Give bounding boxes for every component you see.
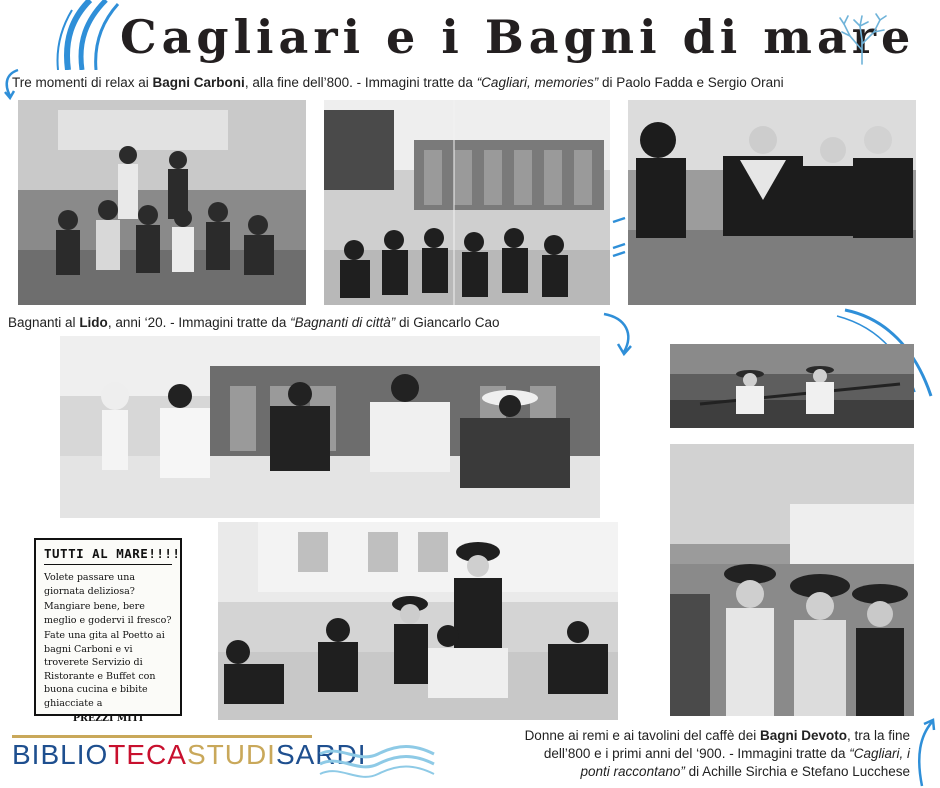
page-title: Cagliari e i Bagni di mare [120, 10, 916, 64]
advertisement-heading: TUTTI AL MARE!!!! [44, 546, 172, 565]
caption-bagni-carboni: Tre momenti di relax ai Bagni Carboni, alla fine dell’800. - Immagini tratte da “Cagliari, memories” di Paolo Fadda e Sergio Orani [12, 75, 784, 90]
logo-part: TECA [108, 739, 187, 770]
advertisement-paragraph: Mangiare bene, bere meglio e godervi il fresco? [44, 601, 172, 626]
advertisement-closing: PREZZI MITI [72, 713, 144, 724]
wave-lines-decoration [318, 740, 436, 780]
photo-bagni-carboni-beach-huts [324, 100, 610, 305]
photo-bagni-carboni-group [18, 100, 306, 305]
logo-part: BIBLIO [12, 739, 109, 770]
biblioteca-studi-sardi-logo[interactable] [12, 738, 367, 772]
brush-mark-decoration [612, 216, 626, 264]
logo-part: SARDI [275, 739, 367, 770]
curved-arrow-icon [912, 716, 938, 788]
caption-lido: Bagnanti al Lido, anni ‘20. - Immagini tratte da “Bagnanti di città” di Giancarlo Cao [8, 315, 500, 330]
newspaper-advertisement [34, 538, 182, 724]
brush-stroke-decoration [50, 0, 120, 70]
photo-bagni-devoto-cafe [670, 444, 914, 716]
photo-lido-group-on-sand [218, 522, 618, 720]
coral-icon [832, 10, 892, 66]
photo-bagni-devoto-rowing [670, 344, 914, 428]
advertisement-paragraph: Volete passare una giornata deliziosa? [44, 572, 136, 597]
advertisement-paragraph: Fate una gita al Poetto ai bagni Carboni e vi troverete Servizio di Ristorante e Buffet con buona cucina e bibite ghiacciate a [44, 630, 165, 709]
photo-bagni-carboni-women-in-water [628, 100, 916, 305]
caption-bagni-devoto: Donne ai remi e ai tavolini del caffè dei Bagni Devoto, tra la fine dell’800 e i primi anni del ‘900. - Immagini tratte da “Cagliari, i ponti raccontano” di Achille Sirchia e Stefano Lucchese [524, 728, 910, 779]
curved-arrow-icon [600, 310, 636, 360]
photo-lido-bathers [60, 336, 600, 518]
logo-part: STUDI [186, 739, 276, 770]
